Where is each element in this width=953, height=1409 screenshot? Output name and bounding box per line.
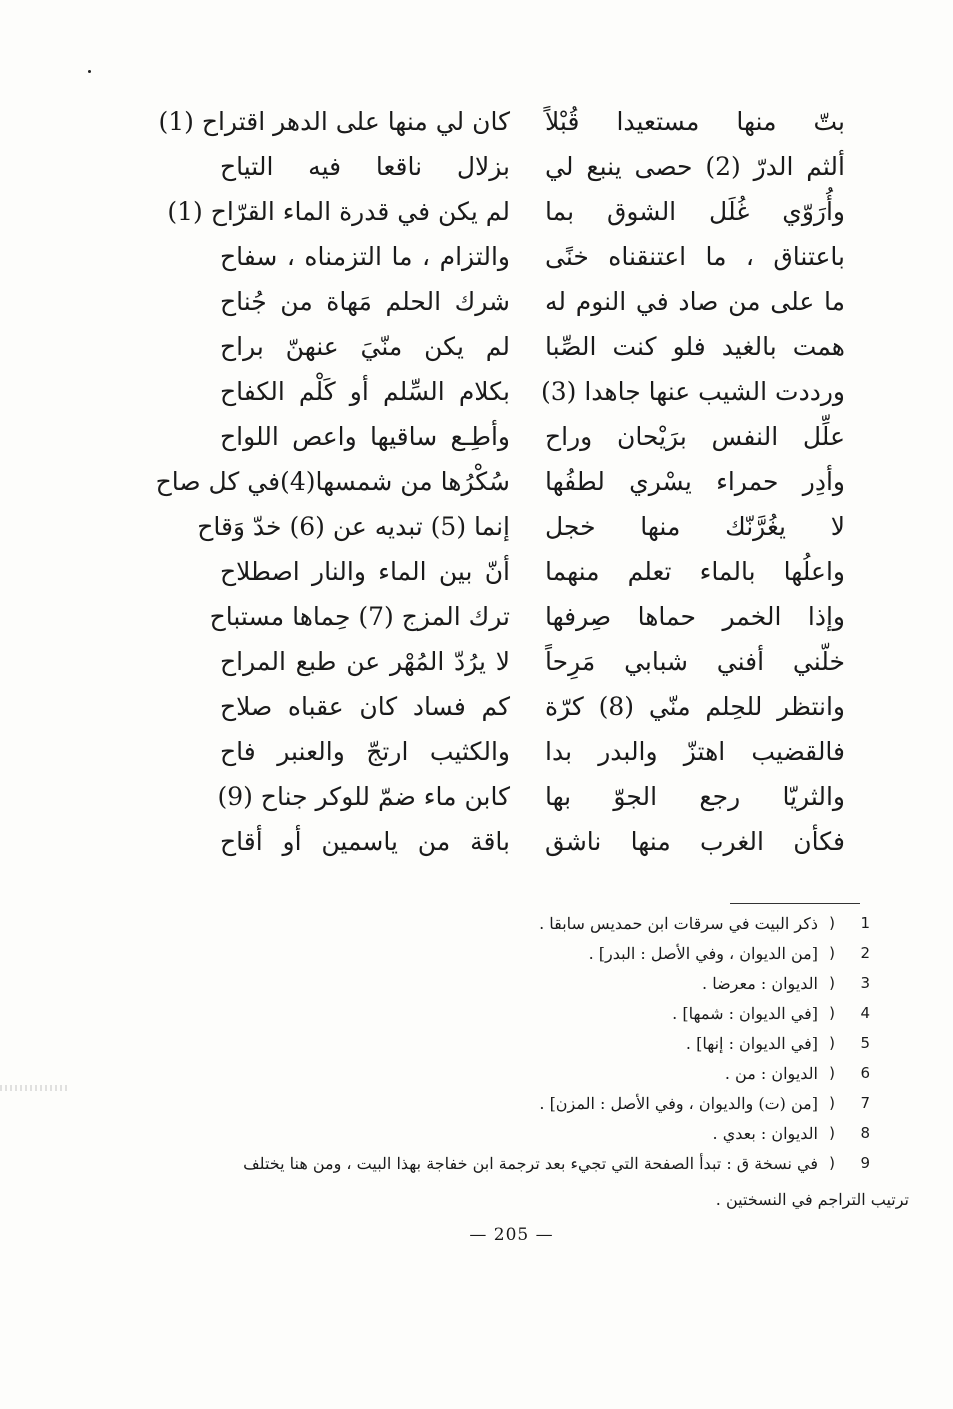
verse-right-hemistich: بتّ منها مستعيدا قُبْلاً — [545, 107, 845, 136]
verse-line — [205, 325, 845, 369]
verse-left-hemistich: شرك الحلم مَهاة من جُناح — [220, 287, 510, 316]
verse-left-hemistich: سُكْرُها من شمسها(4)في كل صاح — [155, 467, 510, 496]
footnote — [170, 998, 870, 1028]
footnote — [170, 1118, 870, 1148]
footnote — [170, 968, 870, 998]
verse-line — [205, 280, 845, 324]
footnote-paren: ( — [829, 1004, 835, 1022]
verse-left-hemistich: كابن ماء ضمّ للوكر جناح (9) — [217, 782, 510, 811]
footnote-paren: ( — [829, 914, 835, 932]
footnote-paren: ( — [829, 1154, 835, 1172]
verse-right-hemistich: واعلُها بالماء تعلم منهما — [545, 557, 845, 586]
verse-left-hemistich: لم يكن في قدرة الماء القرّاح (1) — [167, 197, 510, 226]
footnote-text: [في الديوان : شمها] . — [672, 1003, 818, 1023]
verse-line — [205, 370, 845, 414]
verse-line — [205, 730, 845, 774]
verse-right-hemistich: علِّل النفس برَيْحان وراح — [545, 422, 845, 451]
verse-right-hemistich: فالقضيب اهتزّ والبدر بدا — [545, 737, 845, 766]
footnote-number: 6 — [860, 1064, 870, 1082]
footnote — [170, 1058, 870, 1088]
footnote-text: [من (ت) والديوان ، وفي الأصل : المزن] . — [539, 1093, 818, 1113]
footnote-text: [من الديوان ، وفي الأصل : البدر] . — [588, 943, 818, 963]
verse-line — [158, 100, 845, 144]
verse-left-hemistich: والتزام ، ما التزمناه ، سفاح — [220, 242, 510, 271]
verse-right-hemistich: ألثم الدرّ (2) حصى ينبع لي — [545, 152, 845, 181]
verse-right-hemistich: باعتناق ، ما اعتنقناه خنًى — [545, 242, 845, 271]
verse-right-hemistich: لا يغُرَّنّك منها خجل — [545, 512, 845, 541]
verse-line — [205, 685, 845, 729]
verse-right-hemistich: وانتظر للحِلم منّي (8) كرّة — [545, 692, 845, 721]
footnote-text: ذكر البيت في سرقات ابن حمديس سابقا . — [539, 913, 818, 933]
footnote-paren: ( — [829, 974, 835, 992]
verse-left-hemistich: بزلال ناقعا فيه التياح — [220, 152, 510, 181]
verse-line — [205, 640, 845, 684]
footnote-paren: ( — [829, 1034, 835, 1052]
footnote — [170, 1088, 870, 1118]
verse-right-hemistich: وأدِر حمراء يسْري لطفُها — [545, 467, 845, 496]
footnote-text: [في الديوان : إنها] . — [685, 1033, 818, 1053]
footnote — [170, 1028, 870, 1058]
footnote-number: 1 — [860, 914, 870, 932]
stray-dot — [88, 70, 91, 73]
verse-left-hemistich: باقة من ياسمين أو أقاح — [220, 827, 510, 856]
verse-left-hemistich: كم فساد كان عقباه صلاح — [220, 692, 510, 721]
poem-verses — [155, 100, 845, 870]
verse-line — [205, 415, 845, 459]
verse-line — [205, 820, 845, 864]
verse-left-hemistich: لم يكن منّيَ عنهنّ براح — [220, 332, 510, 361]
verse-left-hemistich: ترك المزج (7) حِماها مستباح — [209, 602, 510, 631]
verse-left-hemistich: وأطِـع ساقيها واعص اللواح — [220, 422, 510, 451]
verse-right-hemistich: والثريّا رجع الجوّ بها — [545, 782, 845, 811]
verse-right-hemistich: همت بالغيد فلو كنت الصِّبا — [545, 332, 845, 361]
verse-right-hemistich: ورددت الشيب عنها جاهدا (3) — [540, 377, 845, 406]
footnote-text: الديوان : من . — [724, 1063, 818, 1083]
footnote — [170, 1148, 870, 1178]
verse-line — [167, 190, 845, 234]
footnote-paren: ( — [829, 1094, 835, 1112]
footnote-paren: ( — [829, 1124, 835, 1142]
verse-left-hemistich: والكثيب ارتجّ والعنبر فاح — [220, 737, 510, 766]
footnote-separator — [730, 903, 860, 904]
verse-left-hemistich: إنما (5) تبديه عن (6) خدّ وَقاح — [197, 512, 510, 541]
footnote-continuation: ترتيب التراجم في النسختين . — [715, 1190, 909, 1209]
footnote-paren: ( — [829, 944, 835, 962]
footnote-number: 5 — [860, 1034, 870, 1052]
footnote-number: 4 — [860, 1004, 870, 1022]
footnote-number: 9 — [860, 1154, 870, 1172]
footnote — [170, 938, 870, 968]
footnote-number: 7 — [860, 1094, 870, 1112]
footnote-paren: ( — [829, 1064, 835, 1082]
verse-line — [205, 145, 845, 189]
scan-noise — [0, 1085, 70, 1091]
footnote-text: في نسخة ق : تبدأ الصفحة التي تجيء بعد ترجمة ابن خفاجة بهذا البيت ، ومن هنا يختلف — [243, 1153, 818, 1173]
verse-right-hemistich: ما على من صاد في النوم له — [545, 287, 845, 316]
footnote-number: 3 — [860, 974, 870, 992]
footnote — [170, 908, 870, 938]
verse-right-hemistich: فكأن الغرب منها ناشق — [545, 827, 845, 856]
verse-line — [205, 550, 845, 594]
verse-left-hemistich: بكلام السِّلم أو كَلْم الكفاح — [220, 377, 510, 406]
verse-line — [205, 595, 845, 639]
verse-line — [197, 505, 845, 549]
page-number: — 205 — — [469, 1225, 554, 1245]
footnote-number: 2 — [860, 944, 870, 962]
footnote-number: 8 — [860, 1124, 870, 1142]
verse-right-hemistich: وإذا الخمر حماها صِرفها — [545, 602, 845, 631]
verse-left-hemistich: أنّ بين الماء والنار اصطلاح — [220, 557, 510, 586]
verse-line — [205, 775, 845, 819]
verse-line — [205, 235, 845, 279]
footnote-text: الديوان : معرضا . — [702, 973, 818, 993]
verse-right-hemistich: وأُرَوّي غُلَل الشوق بما — [545, 197, 845, 226]
verse-left-hemistich: كان لي منها على الدهر اقتراح (1) — [158, 107, 510, 136]
verse-left-hemistich: لا يرُدّ المُهْر عن طبع المراح — [220, 647, 510, 676]
verse-right-hemistich: خلّني أفني شبابي مَرِحاً — [545, 647, 845, 676]
verse-line — [155, 460, 845, 504]
footnote-text: الديوان : بعدي . — [712, 1123, 818, 1143]
